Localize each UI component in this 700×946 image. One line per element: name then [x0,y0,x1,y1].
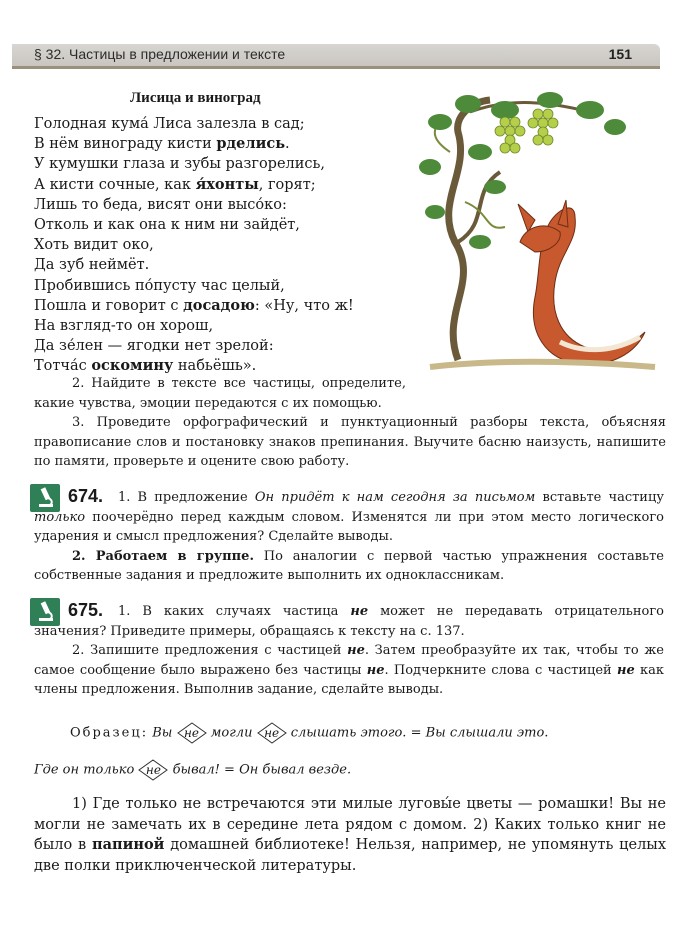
section-title: § 32. Частицы в предложении и тексте [34,46,286,62]
particle-diamond: не [177,722,207,744]
task-674-text: 1. В предложение Он придёт к нам сегодня за письмом вставьте частицу только поочерёдно перед каждым словом. Изменятся ли при этом место логического ударения и смысл предложения? Сделайте выводы. 2. Работаем в группе. По аналогии с первой частью упражнения составьте собственные задания и предложите выполнить их одноклассникам. [34,490,664,583]
fox-grapes-illustration [410,92,660,382]
sample-line-1: Образец: Вы не могли не слышать этого. = Вы слышали это. [70,722,548,744]
poem-line: Лишь то беда, висят они высо́ко: [34,196,287,213]
poem-questions [34,374,666,472]
poem-line: На взгляд-то он хорош, [34,318,214,335]
poem-line: А кисти сочные, как я́хонты, горят; [34,175,316,193]
sample-line-2: Где он только не бывал! = Он бывал везде. [34,759,351,781]
poem-line: Отколь и как она к ним ни зайдёт, [34,217,300,234]
task-674-number: 674. [68,486,104,506]
poem-title: Лисица и виноград [130,90,261,106]
page-number: 151 [608,46,632,62]
poem-line: Да зуб неймёт. [34,257,150,274]
task-675-text: 1. В каких случаях частица не может не передавать отрицательного значения? Приведите примеры, обращаясь к тексту на с. 137. 2. Запишите предложения с частицей не. Затем преобразуйте их так, чтобы то же самое сообщение было выражено без частицы не. Подчеркните слова с частицей не как члены предложения. Выполнив задание, сделайте выводы. [34,604,664,697]
poem-line: Пробившись по́пусту час целый, [34,277,285,294]
poem-line: Пошла и говорит с досадою: «Ну, что ж! [34,296,354,314]
task-675-number: 675. [68,600,104,620]
question-3: 3. Проведите орфографический и пунктуационный разборы текста, объясняя правописание слов и постановку знаков препинания. Выучите басню наизусть, напишите по памяти, проверьте и оцените свою работу. [34,415,666,469]
poem-line: Голодная кума́ Лиса залезла в сад; [34,116,305,132]
poem-line: Тотча́с оскомину набьёшь». [34,357,257,375]
poem-line: Да зе́лен — ягодки нет зрелой: [34,338,274,355]
particle-diamond: не [257,722,287,744]
poem-line: Хоть видит око, [34,237,154,254]
particle-diamond: не [138,759,168,781]
exercise-text: 1) Где только не встречаются эти милые луговы́е цветы — ромашки! Вы не могли не замечать их в середине лета рядом с домом. 2) Каких только книг не было в папиной домашней библиотеке! Нельзя, например, не упомянуть целых две полки приключенческой литературы. [34,796,667,874]
poem-line: У кумушки глаза и зубы разгорелись, [34,156,326,173]
poem-text [34,114,354,377]
question-2: 2. Найдите в тексте все частицы, определите, какие чувства, эмоции передаются с их помощью. [34,376,406,411]
page-header [12,44,660,69]
poem-line: В нём винограду кисти рделись. [34,135,290,153]
